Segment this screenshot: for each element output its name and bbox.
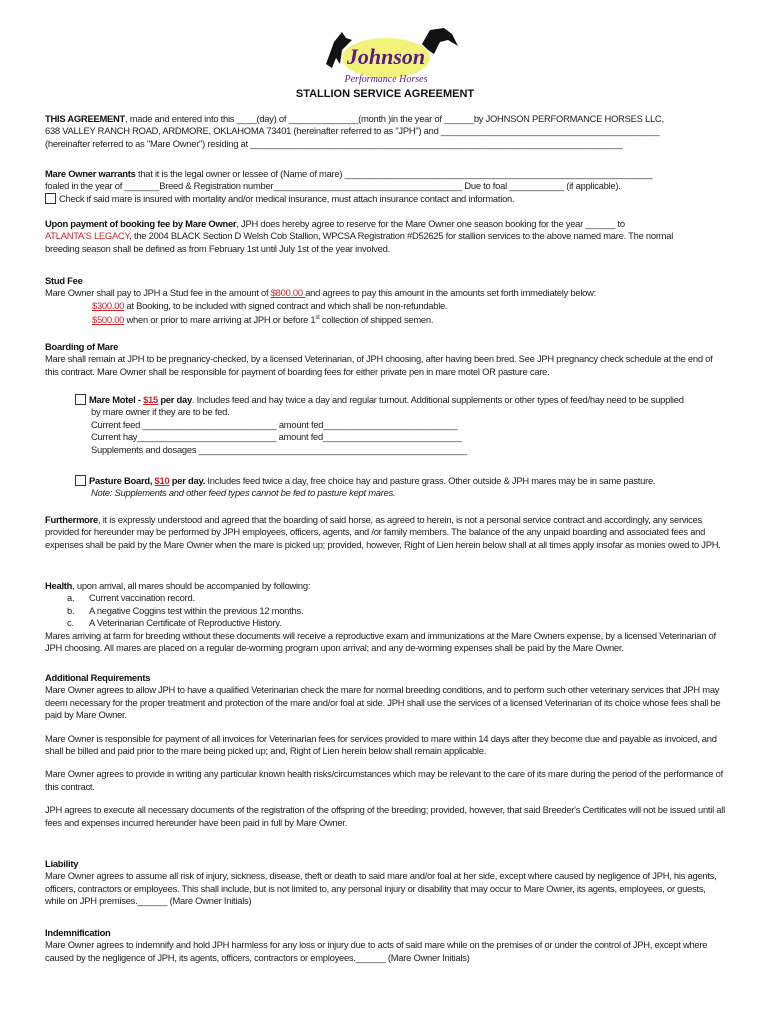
boarding-section: Boarding of Mare Mare shall remain at JPH to be pregnancy-checked, by a licensed Veterinarian, of JPH choosing, after having been bred. See JPH pregnancy check schedule at the end of this contract. Mare Owner shall be responsible for payment of boarding fees for either private pen in mare motel OR pasture care. [45, 341, 713, 377]
furthermore-section: Furthermore, it is expressly understood and agreed that the boarding of said horse, as agreed to herein, is not a personal service contract and accordingly, any services provided for hereunder may be performed by JPH employees, officers, agents, and /or family members. The balance of the any unpaid boarding and associated fees and expenses shall be paid by the Mare Owner when the mare is picked up; provided, however, Right of Lien herein below shall at all times apply insofar as monies owed to JPH. [45, 514, 721, 550]
health-section: Health, upon arrival, all mares should be accompanied by following: a. Current vaccination record. b. A negative Coggins test within the previous 12 months. c. A Veterinarian Certificate of Reproductive History. Mares arriving at farm for breeding without these documents will receive a reproductive exam and immunizations at the Mare Owners expense, by a licensed Veterinarian of JPH choosing. All mares are placed on a regular de-worming program upon arrival; and any de-worming expenses shall be paid by the Mare Owner. [45, 580, 716, 654]
insurance-checkbox[interactable] [45, 193, 56, 204]
pasture-board-option: Pasture Board, $10 per day. Includes feed twice a day, free choice hay and pasture grass. Other outside & JPH mares may be in same pasture. Note: Supplements and other feed types cannot be fed to pasture kept mares. [75, 475, 725, 500]
booking-section: Upon payment of booking fee by Mare Owner, JPH does hereby agree to reserve for the Mare Owner one season booking for the year ______ to ATLANTA'S LEGACY, the 2004 BLACK Section D Welsh Cob Stallion, WPCSA Registration #D52625 for stallion services to the above named mare. The normal breeding season shall be defined as from February 1st until July 1st of the year involved. [45, 218, 674, 254]
liability-section: Liability Mare Owner agrees to assume all risk of injury, sickness, disease, theft or death to said mare and/or foal at her side, except where caused by negligence of JPH, his agents, officers, contractors or employees. This shall include, but is not limited to, any personal injury or disability that may occur to Mare Owner, its agents, employees, or guests, while on JPH premises.______ (Mare Owner Initials) [45, 858, 717, 907]
pasture-board-checkbox[interactable] [75, 475, 86, 486]
page-title: STALLION SERVICE AGREEMENT [295, 88, 475, 100]
additional-requirements-section: Additional Requirements Mare Owner agrees to allow JPH to have a qualified Veterinarian check the mare for normal breeding conditions, and to perform such other veterinary services that JPH may deem necessary for the proper treatment and protection of the mare and/or foal at side. JPH shall use the services of a licensed Veterinarian of its choice whose fees shall be paid by Mare Owner. Mare Owner is responsible for payment of all invoices for Veterinarian fees for services provided to mare within 14 days after they become due and payable as invoiced, and shall be billed and paid prior to the mare being picked up; and, Right of Lien herein below shall remain applicable. Mare Owner agrees to provide in writing any particular known health risks/circumstances which may be relevant to the care of its mare during the period of the performance of this contract. JPH agrees to execute all necessary documents of the registration of the offspring of the breeding; provided, however, that said Breeder's Certificates will not be issued until all fees and expenses incurred hereunder have been paid in full by Mare Owner. [45, 672, 725, 828]
stud-fee-section: Stud Fee Mare Owner shall pay to JPH a Stud fee in the amount of $800.00 and agrees to pay this amount in the amounts set forth immediately below: $300.00 at Booking, to be included with signed contract and which shall be non-refundable. $500.00 when or prior to mare arriving at JPH or before 1st collection of shipped semen. [45, 275, 596, 326]
mare-motel-option: Mare Motel - $15 per day. Includes feed and hay twice a day and regular turnout. Additional supplements or other types of feed/hay need to be supplied by mare owner if they are to be fed. Current feed ___________________________ amount fed___________________________ Current hay____________________________ amount fed____________________________ Supplements and dosages ______________________________________________________ [75, 394, 725, 456]
svg-text:Performance Horses: Performance Horses [344, 74, 428, 85]
svg-text:Johnson: Johnson [346, 44, 426, 69]
warrants-section: Mare Owner warrants that it is the legal owner or lessee of (Name of mare) ______________________________________________________________ foaled in the year of _______Breed & Registration number______________________________________ Due to foal ___________ (if applicable). Check if said mare is insured with mortality and/or medical insurance, must attach insurance contact and information. [45, 168, 653, 204]
mare-motel-checkbox[interactable] [75, 394, 86, 405]
agreement-section: THIS AGREEMENT, made and entered into this ____(day) of ______________(month )in the year of ______by JOHNSON PERFORMANCE HORSES LLC, 638 VALLEY RANCH ROAD, ARDMORE, OKLAHOMA 73401 (hereinafter referred to as "JPH") and ____________________________________________ (hereinafter referred to as "Mare Owner") residing at ___________________________________________________________________________ [45, 113, 664, 149]
company-logo [312, 24, 462, 88]
indemnification-section: Indemnification Mare Owner agrees to indemnify and hold JPH harmless for any loss or injury due to acts of said mare while on the premises of or under the control of JPH, except where caused by the negligence of JPH, its agents, officers, contractors or employees.______ (Mare Owner Initials) [45, 927, 708, 963]
